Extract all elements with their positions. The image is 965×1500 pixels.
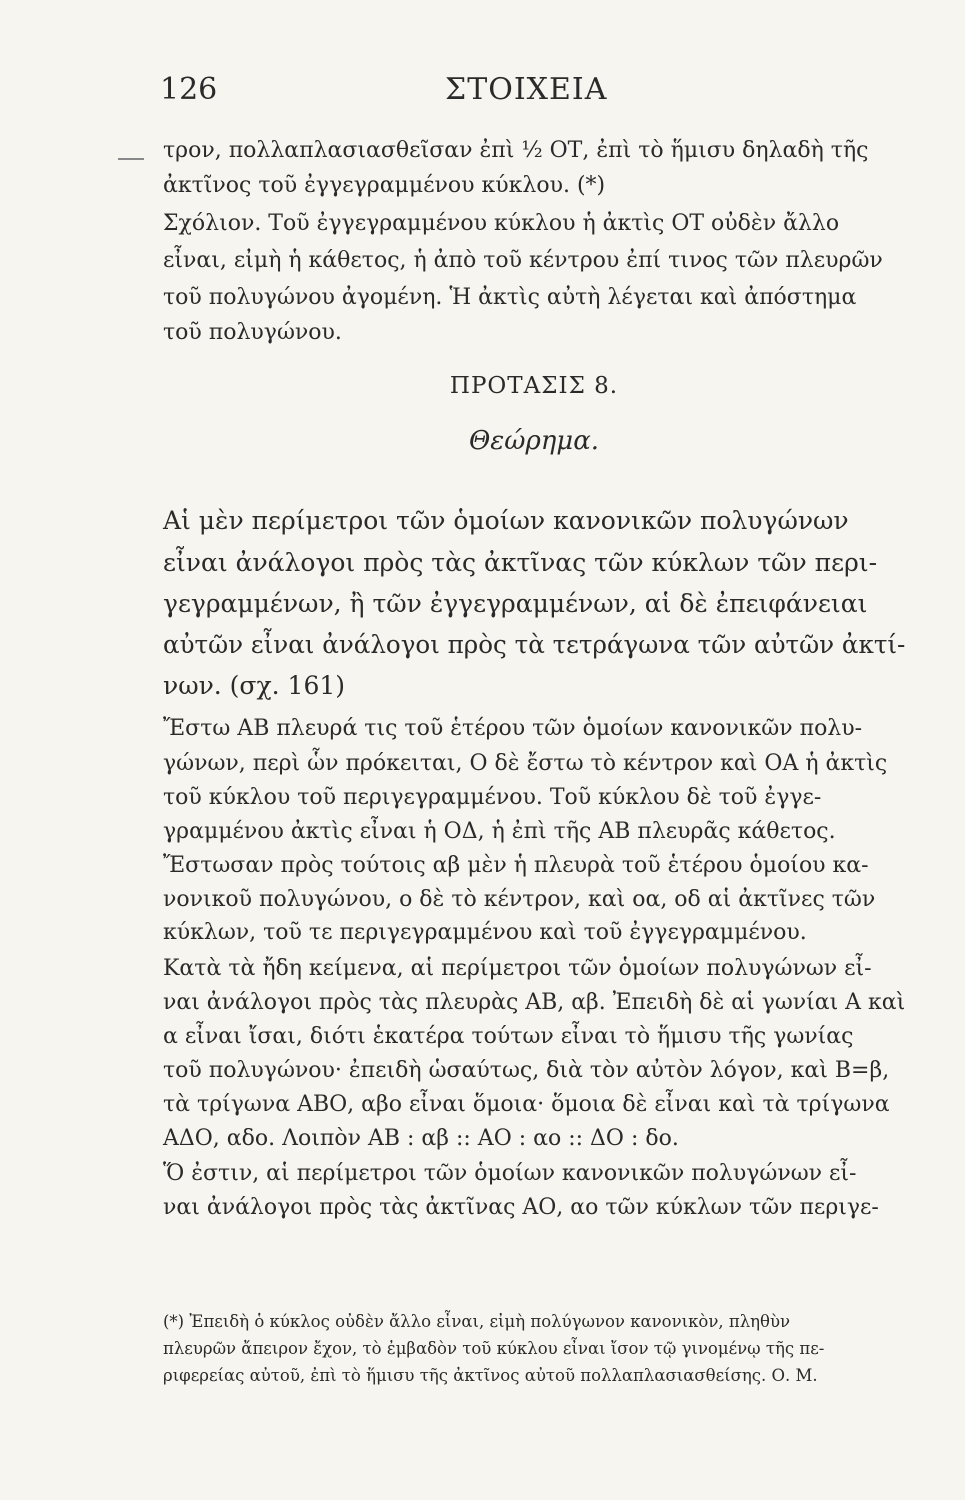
footnote-line: (*) Ἐπειδὴ ὁ κύκλος οὐδὲν ἄλλο εἶναι, εἰμὴ πολύγωνον κανονικὸν, πληθὺν	[163, 1312, 791, 1331]
theorem-heading: Θεώρημα.	[468, 426, 600, 456]
theorem-line: νων. (σχ. 161)	[163, 671, 346, 700]
proof-line: Ὅ ἐστιν, αἱ περίμετροι τῶν ὁμοίων κανονικῶν πολυγώνων εἶ-	[163, 1161, 857, 1186]
running-title: ΣΤΟΙΧΕΙΑ	[445, 72, 608, 107]
proposition-label: ΠΡΟΤΑΣΙΣ 8.	[449, 373, 619, 399]
body-line: τρον, πολλαπλασιασθεῖσαν ἐπὶ ½ ΟΤ, ἐπὶ τὸ ἥμισυ δηλαδὴ τῆς	[163, 138, 869, 163]
proof-line: ΑΔΟ, αδο. Λοιπὸν ΑΒ : αβ :: ΑΟ : αο :: ΔΟ : δο.	[163, 1126, 679, 1151]
proof-line: νονικοῦ πολυγώνου, ο δὲ τὸ κέντρον, καὶ οα, οδ αἱ ἀκτῖνες τῶν	[163, 887, 876, 912]
proof-line: γραμμένου ἀκτὶς εἶναι ἡ ΟΔ, ἡ ἐπὶ τῆς ΑΒ πλευρᾶς κάθετος.	[163, 819, 836, 844]
footnote-line: ριφερείας αὐτοῦ, ἐπὶ τὸ ἥμισυ τῆς ἀκτῖνος αὐτοῦ πολλαπλασιασθείσης. Ο. Μ.	[163, 1366, 818, 1385]
body-line: τοῦ πολυγώνου ἀγομένη. Ἡ ἀκτὶς αὐτὴ λέγεται καὶ ἀπόστημα	[163, 285, 857, 310]
body-line: ἀκτῖνος τοῦ ἐγγεγραμμένου κύκλου. (*)	[163, 173, 606, 198]
theorem-line: Αἱ μὲν περίμετροι τῶν ὁμοίων κανονικῶν πολυγώνων	[163, 506, 849, 535]
proof-line: ναι ἀνάλογοι πρὸς τὰς ἀκτῖνας ΑΟ, αο τῶν κύκλων τῶν περιγε-	[163, 1195, 879, 1220]
proof-line: α εἶναι ἴσαι, διότι ἑκατέρα τούτων εἶναι τὸ ἥμισυ τῆς γωνίας	[163, 1024, 854, 1049]
proof-line: τὰ τρίγωνα ΑΒΟ, αβο εἶναι ὅμοια· ὅμοια δὲ εἶναι καὶ τὰ τρίγωνα	[163, 1092, 890, 1117]
theorem-line: γεγραμμένων, ἢ τῶν ἐγγεγραμμένων, αἱ δὲ ἐπειφάνειαι	[163, 589, 868, 618]
proof-line: ναι ἀνάλογοι πρὸς τὰς πλευρὰς ΑΒ, αβ. Ἐπειδὴ δὲ αἱ γωνίαι Α καὶ	[163, 990, 906, 1015]
proof-line: Κατὰ τὰ ἤδη κείμενα, αἱ περίμετροι τῶν ὁμοίων πολυγώνων εἶ-	[163, 956, 872, 981]
body-line: εἶναι, εἰμὴ ἡ κάθετος, ἡ ἀπὸ τοῦ κέντρου ἐπί τινος τῶν πλευρῶν	[163, 248, 883, 273]
proof-line: τοῦ πολυγώνου· ἐπειδὴ ὡσαύτως, διὰ τὸν αὐτὸν λόγον, καὶ Β=β,	[163, 1058, 890, 1083]
proof-line: γώνων, περὶ ὧν πρόκειται, Ο δὲ ἔστω τὸ κέντρον καὶ ΟΑ ἡ ἀκτὶς	[163, 751, 888, 776]
theorem-line: αὐτῶν εἶναι ἀνάλογοι πρὸς τὰ τετράγωνα τῶν αὐτῶν ἀκτί-	[163, 630, 906, 659]
proof-line: τοῦ κύκλου τοῦ περιγεγραμμένου. Τοῦ κύκλου δὲ τοῦ ἐγγε-	[163, 785, 822, 810]
proof-line: Ἔστω ΑΒ πλευρά τις τοῦ ἑτέρου τῶν ὁμοίων κανονικῶν πολυ-	[163, 716, 863, 741]
page-number: 126	[160, 72, 218, 107]
body-line: Σχόλιον. Τοῦ ἐγγεγραμμένου κύκλου ἡ ἀκτὶς ΟΤ οὐδὲν ἄλλο	[163, 211, 840, 236]
footnote-line: πλευρῶν ἄπειρον ἔχον, τὸ ἐμβαδὸν τοῦ κύκλου εἶναι ἴσον τῷ γινομένῳ τῆς πε-	[163, 1339, 825, 1358]
margin-mark	[118, 158, 144, 160]
proof-line: Ἔστωσαν πρὸς τούτοις αβ μὲν ἡ πλευρὰ τοῦ ἑτέρου ὁμοίου κα-	[163, 853, 869, 878]
proof-line: κύκλων, τοῦ τε περιγεγραμμένου καὶ τοῦ ἐγγεγραμμένου.	[163, 920, 807, 945]
theorem-line: εἶναι ἀνάλογοι πρὸς τὰς ἀκτῖνας τῶν κύκλων τῶν περι-	[163, 548, 878, 577]
body-line: τοῦ πολυγώνου.	[163, 320, 342, 345]
